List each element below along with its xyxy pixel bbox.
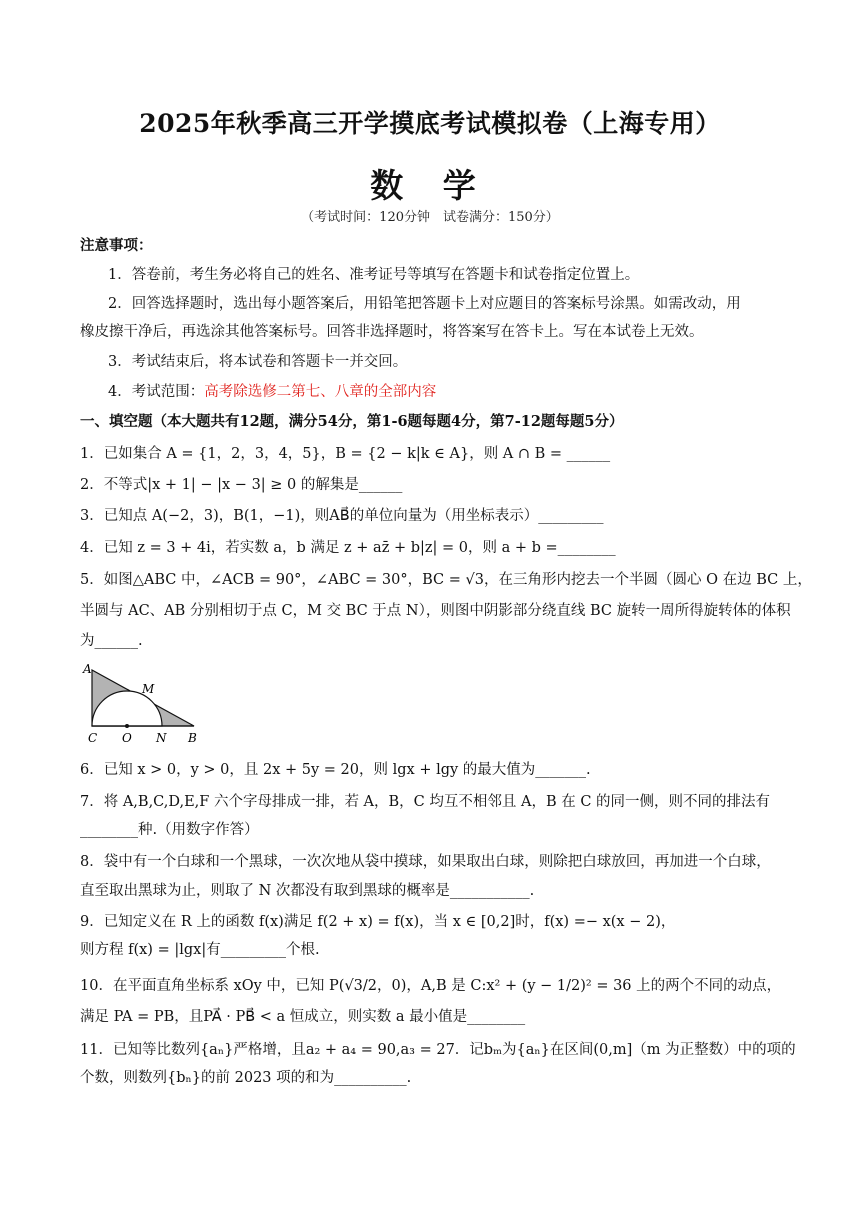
question-9-line-2: 则方程 f(x) = |lgx|有_________个根. [80,942,320,958]
question-11-line-1: 11．已知等比数列{aₙ}严格增，且a₂ + a₄ = 90,a₃ = 27．记bₘ为{aₙ}在区间(0,m]（m 为正整数）中的项的 [80,1042,796,1058]
question-5-line-2: 半圆与 AC、AB 分别相切于点 C，M 交 BC 于点 N），则图中阴影部分绕直线 BC 旋转一周所得旋转体的体积 [80,603,791,619]
section-title: 一、填空题（本大题共有12题，满分54分，第1-6题每题4分，第7-12题每题5分） [80,413,624,430]
subject-title: 数 学 [370,166,490,205]
question-10-line-1: 10．在平面直角坐标系 xOy 中，已知 P(√3/2，0)，A,B 是 C:x² + (y − 1/2)² = 36 上的两个不同的动点， [80,978,782,994]
note-item-4 [108,382,788,402]
label-a: A [83,662,92,676]
note-item-4-prefix: 4．考试范围： [108,384,205,400]
question-1: 1．已如集合 A = {1，2，3，4，5}，B = {2 − k|k ∈ A}，则 A ∩ B = ______ [80,446,611,462]
note-item-2: 2．回答选择题时，选出每小题答案后，用铅笔把答题卡上对应题目的答案标号涂黑。如需改动，用 [108,296,741,312]
question-10-line-2: 满足 PA = PB，且PA⃗ · PB⃗ < a 恒成立，则实数 a 最小值是________ [80,1009,526,1025]
label-o: O [122,731,132,745]
question-3: 3．已知点 A(−2，3)，B(1，−1)，则AB⃗的单位向量为（用坐标表示）_________ [80,508,604,524]
notes-title: 注意事项： [80,237,153,254]
question-4: 4．已知 z = 3 + 4i，若实数 a，b 满足 z + az̄ + b|z| = 0，则 a + b =________ [80,540,616,556]
question-7-line-1: 7．将 A,B,C,D,E,F 六个字母排成一排，若 A，B，C 均互不相邻且 A，B 在 C 的同一侧，则不同的排法有 [80,794,771,810]
question-9-line-1: 9．已知定义在 R 上的函数 f(x)满足 f(2 + x) = f(x)，当 x ∈ [0,2]时，f(x) =− x(x − 2)， [80,914,676,930]
note-item-1: 1．答卷前，考生务必将自己的姓名、准考证号等填写在答题卡和试卷指定位置上。 [108,267,640,283]
question-5-line-3: 为______. [80,633,143,649]
center-point-o [125,724,129,728]
note-item-3: 3．考试结束后，将本试卷和答题卡一并交回。 [108,354,408,370]
exam-title: 2025年秋季高三开学摸底考试模拟卷（上海专用） [139,109,721,138]
question-7-line-2: ________种.（用数字作答） [80,822,259,838]
question-2: 2．不等式|x + 1| − |x − 3| ≥ 0 的解集是______ [80,477,403,493]
label-c: C [88,731,98,745]
triangle-semicircle-figure [78,660,208,750]
question-6: 6．已知 x > 0，y > 0，且 2x + 5y = 20，则 lgx + lgy 的最大值为_______. [80,762,591,778]
question-8-line-2: 直至取出黑球为止，则取了 N 次都没有取到黑球的概率是___________. [80,883,535,899]
exam-info: （考试时间：120分钟 试卷满分：150分） [301,210,559,225]
exam-scope: 高考除选修二第七、八章的全部内容 [204,384,437,400]
question-5-line-1: 5．如图△ABC 中，∠ACB = 90°，∠ABC = 30°，BC = √3，在三角形内挖去一个半圆（圆心 O 在边 BC 上， [80,572,812,588]
note-item-2-cont: 橡皮擦干净后，再选涂其他答案标号。回答非选择题时，将答案写在答卡上。写在本试卷上无效。 [80,324,704,340]
label-b: B [188,731,197,745]
question-8-line-1: 8．袋中有一个白球和一个黑球，一次次地从袋中摸球，如果取出白球，则除把白球放回，再加进一个白球， [80,854,771,870]
label-n: N [156,731,167,745]
label-m: M [142,682,155,696]
question-11-line-2: 个数，则数列{bₙ}的前 2023 项的和为__________. [80,1070,412,1086]
